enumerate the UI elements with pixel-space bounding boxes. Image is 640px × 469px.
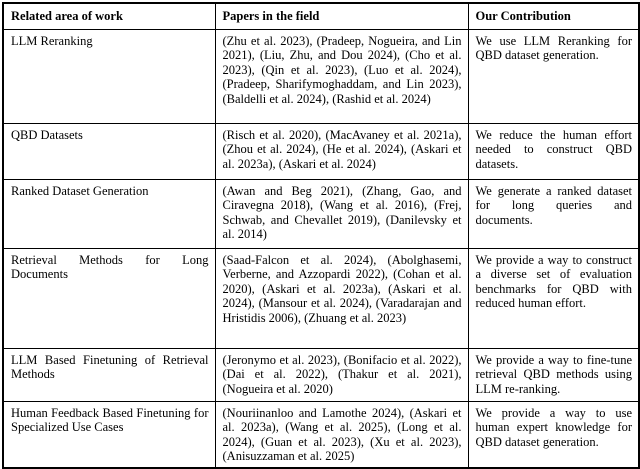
papers-cell: (Jeronymo et al. 2023), (Bonifacio et al. 2022), (Dai et al. 2022), (Thakur et al. 2021), (Nogueira et al. 2020)	[215, 348, 468, 401]
contribution-cell: We provide a way to construct a diverse set of evaluation benchmarks for QBD with reduced human effort.	[468, 248, 639, 348]
related-work-table	[2, 2, 640, 469]
table-row	[3, 348, 639, 401]
papers-cell: (Nouriinanloo and Lamothe 2024), (Askari et al. 2023a), (Wang et al. 2025), (Long et al. 2024), (Guan et al. 2023), (Xu et al. 2023), (Anisuzzaman et al. 2025)	[215, 401, 468, 468]
papers-cell: (Saad-Falcon et al. 2024), (Abolghasemi, Verberne, and Azzopardi 2022), (Cohan et al. 2020), (Askari et al. 2023a), (Askari et al. 2024), (Mansour et al. 2024), (Varadarajan and Hristidis 2006), (Zhuang et al. 2023)	[215, 248, 468, 348]
contribution-cell: We reduce the human effort needed to construct QBD datasets.	[468, 123, 639, 179]
area-cell: Retrieval Methods for Long Documents	[3, 248, 215, 348]
papers-cell: (Risch et al. 2020), (MacAvaney et al. 2021a), (Zhou et al. 2024), (He et al. 2024), (Askari et al. 2023a), (Askari et al. 2024)	[215, 123, 468, 179]
table-row	[3, 179, 639, 248]
papers-cell: (Awan and Beg 2021), (Zhang, Gao, and Ciravegna 2018), (Wang et al. 2016), (Frej, Schwab, and Chevallet 2019), (Danilevsky et al. 2014)	[215, 179, 468, 248]
table-row	[3, 248, 639, 348]
area-cell: Ranked Dataset Generation	[3, 179, 215, 248]
contribution-cell: We provide a way to fine-tune retrieval QBD methods using LLM re-ranking.	[468, 348, 639, 401]
area-cell: LLM Based Finetuning of Retrieval Methods	[3, 348, 215, 401]
col-header-related-area: Related area of work	[3, 3, 215, 29]
contribution-cell: We provide a way to use human expert knowledge for QBD dataset generation.	[468, 401, 639, 468]
table-row	[3, 401, 639, 468]
table-row	[3, 29, 639, 123]
col-header-papers: Papers in the field	[215, 3, 468, 29]
contribution-cell: We use LLM Reranking for QBD dataset generation.	[468, 29, 639, 123]
papers-cell: (Zhu et al. 2023), (Pradeep, Nogueira, and Lin 2021), (Liu, Zhu, and Dou 2024), (Cho et al. 2023), (Qin et al. 2023), (Luo et al. 2024), (Pradeep, Sharifymoghaddam, and Lin 2023), (Baldelli et al. 2024), (Rashid et al. 2024)	[215, 29, 468, 123]
area-cell: Human Feedback Based Finetuning for Specialized Use Cases	[3, 401, 215, 468]
area-cell: QBD Datasets	[3, 123, 215, 179]
contribution-cell: We generate a ranked dataset for long queries and documents.	[468, 179, 639, 248]
col-header-contribution: Our Contribution	[468, 3, 639, 29]
header-row	[3, 3, 639, 29]
table-row	[3, 123, 639, 179]
area-cell: LLM Reranking	[3, 29, 215, 123]
